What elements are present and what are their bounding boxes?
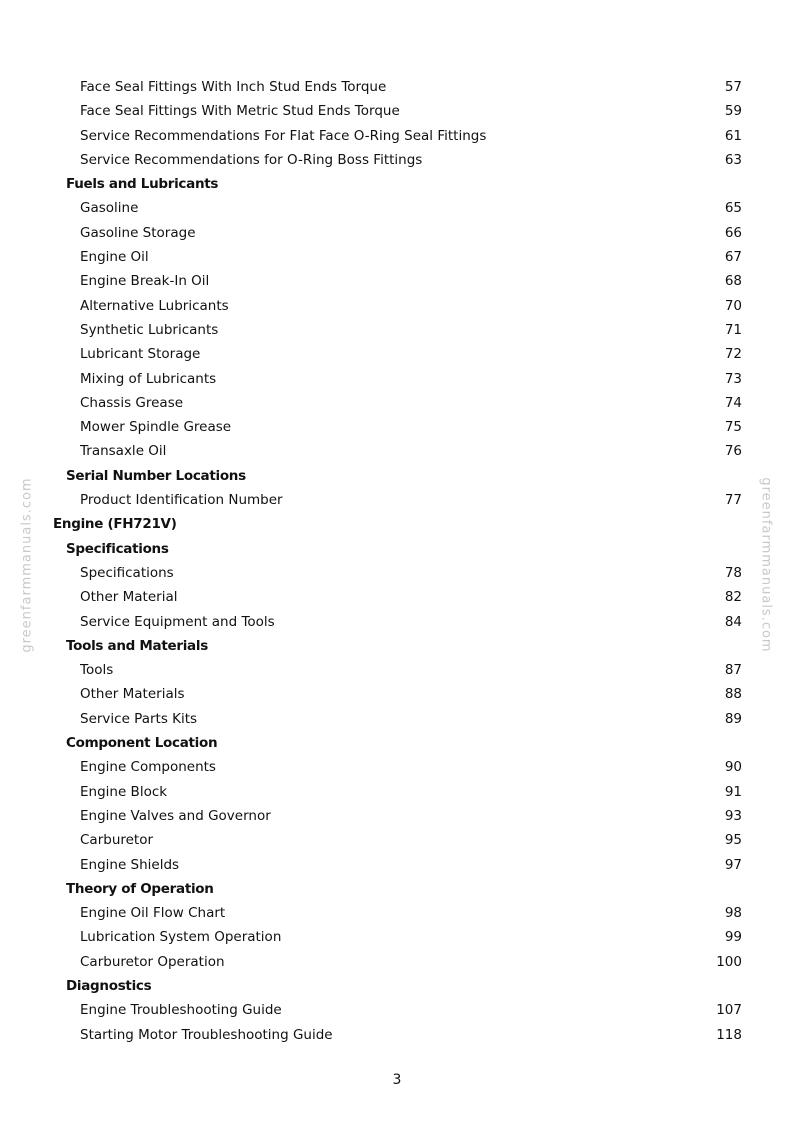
- toc-entry-page-number: 72: [724, 346, 742, 363]
- toc-entry-page-number: 75: [724, 419, 742, 436]
- toc-entry-title: Engine Valves and Governor: [80, 807, 271, 824]
- toc-entry-page-number: 97: [724, 856, 742, 873]
- toc-entry[interactable]: [53, 124, 742, 148]
- toc-entry-page-number: 78: [724, 564, 742, 581]
- toc-entry-page-number: 61: [724, 127, 742, 144]
- toc-entry-title: Specifications: [66, 540, 169, 557]
- toc-entry-title: Mixing of Lubricants: [80, 370, 217, 387]
- toc-entry[interactable]: [53, 1023, 742, 1047]
- toc-entry[interactable]: [53, 75, 742, 99]
- toc-entry-title: Engine Oil: [80, 249, 149, 266]
- toc-entry[interactable]: [53, 294, 742, 318]
- toc-entry[interactable]: [53, 488, 742, 512]
- toc-entry-page-number: 74: [724, 394, 742, 411]
- toc-entry-page-number: 66: [724, 224, 742, 241]
- toc-entry[interactable]: [53, 221, 742, 245]
- toc-entry[interactable]: [53, 367, 742, 391]
- toc-entry-page-number: 93: [724, 807, 742, 824]
- toc-entry[interactable]: [53, 755, 742, 779]
- toc-entry[interactable]: [53, 391, 742, 415]
- toc-entry-title: Carburetor: [80, 832, 154, 849]
- toc-entry[interactable]: [53, 901, 742, 925]
- toc-entry-title: Service Parts Kits: [80, 710, 198, 727]
- toc-entry-title: Tools: [80, 662, 114, 679]
- toc-chapter-heading[interactable]: [53, 512, 742, 536]
- toc-entry[interactable]: [53, 585, 742, 609]
- toc-entry-title: Diagnostics: [66, 977, 152, 994]
- toc-entry-title: Engine Oil Flow Chart: [80, 905, 226, 922]
- toc-entry-page-number: 88: [724, 686, 742, 703]
- toc-entry[interactable]: [53, 925, 742, 949]
- toc-entry-title: Fuels and Lubricants: [66, 176, 219, 193]
- toc-section-heading[interactable]: [53, 537, 742, 561]
- toc-entry-page-number: 107: [716, 1002, 742, 1019]
- toc-entry-page-number: 87: [724, 662, 742, 679]
- toc-entry-title: Other Materials: [80, 686, 185, 703]
- toc-entry-title: Engine (FH721V): [53, 516, 177, 533]
- toc-entry-page-number: 90: [724, 759, 742, 776]
- toc-entry-title: Product Identification Number: [80, 492, 283, 509]
- toc-entry-title: Face Seal Fittings With Metric Stud Ends Torque: [80, 103, 400, 120]
- toc-entry[interactable]: [53, 853, 742, 877]
- toc-entry-page-number: 63: [724, 151, 742, 168]
- toc-entry-page-number: 77: [724, 492, 742, 509]
- toc-entry[interactable]: [53, 318, 742, 342]
- toc-entry-page-number: 76: [724, 443, 742, 460]
- toc-entry[interactable]: [53, 950, 742, 974]
- toc-entry-title: Engine Components: [80, 759, 216, 776]
- toc-entry-title: Service Equipment and Tools: [80, 613, 275, 630]
- toc-entry[interactable]: [53, 561, 742, 585]
- toc-entry-title: Gasoline Storage: [80, 224, 196, 241]
- toc-entry-title: Engine Troubleshooting Guide: [80, 1002, 282, 1019]
- toc-entry-page-number: 82: [724, 589, 742, 606]
- toc-entry[interactable]: [53, 99, 742, 123]
- toc-entry-title: Mower Spindle Grease: [80, 419, 232, 436]
- toc-section-heading[interactable]: [53, 877, 742, 901]
- toc-entry[interactable]: [53, 196, 742, 220]
- toc-entry-title: Face Seal Fittings With Inch Stud Ends Torque: [80, 79, 387, 95]
- toc-entry[interactable]: [53, 148, 742, 172]
- toc-entry-title: Service Recommendations for O-Ring Boss Fittings: [80, 151, 423, 168]
- toc-entry-title: Engine Shields: [80, 856, 180, 873]
- toc-entry-title: Lubricant Storage: [80, 346, 201, 363]
- toc-section-heading[interactable]: [53, 731, 742, 755]
- toc-entry[interactable]: [53, 658, 742, 682]
- toc-entry-title: Synthetic Lubricants: [80, 321, 219, 338]
- toc-entry[interactable]: [53, 245, 742, 269]
- toc-entry[interactable]: [53, 439, 742, 463]
- toc-section-heading[interactable]: [53, 634, 742, 658]
- toc-entry-page-number: 89: [724, 710, 742, 727]
- toc-entry-title: Chassis Grease: [80, 394, 184, 411]
- toc-entry-page-number: 57: [724, 79, 742, 95]
- toc-entry-page-number: 99: [724, 929, 742, 946]
- toc-entry[interactable]: [53, 682, 742, 706]
- toc-entry[interactable]: [53, 269, 742, 293]
- toc-entry-page-number: 95: [724, 832, 742, 849]
- toc-entry[interactable]: [53, 707, 742, 731]
- toc-entry-page-number: 73: [724, 370, 742, 387]
- watermark-right: greenfarmmanuals.com: [758, 477, 774, 653]
- toc-entry-page-number: 65: [724, 200, 742, 217]
- toc-entry-title: Transaxle Oil: [80, 443, 167, 460]
- toc-entry-title: Lubrication System Operation: [80, 929, 282, 946]
- toc-entry-title: Component Location: [66, 735, 218, 752]
- toc-entry-title: Engine Break-In Oil: [80, 273, 210, 290]
- toc-section-heading[interactable]: [53, 974, 742, 998]
- toc-entry-title: Starting Motor Troubleshooting Guide: [80, 1026, 333, 1043]
- toc-entry-title: Engine Block: [80, 783, 168, 800]
- toc-entry-title: Gasoline: [80, 200, 139, 217]
- toc-entry-page-number: 100: [716, 953, 742, 970]
- watermark-left: greenfarmmanuals.com: [19, 477, 35, 653]
- toc-entry[interactable]: [53, 415, 742, 439]
- toc-entry-page-number: 68: [724, 273, 742, 290]
- toc-entry[interactable]: [53, 998, 742, 1022]
- toc-entry-page-number: 84: [724, 613, 742, 630]
- toc-entry-page-number: 118: [716, 1026, 742, 1043]
- toc-entry-title: Specifications: [80, 564, 174, 581]
- toc-entry-title: Carburetor Operation: [80, 953, 225, 970]
- toc-entry[interactable]: [53, 780, 742, 804]
- toc-entry-title: Other Material: [80, 589, 178, 606]
- toc-entry[interactable]: [53, 610, 742, 634]
- toc-entry-page-number: 70: [724, 297, 742, 314]
- toc-entry-page-number: 98: [724, 905, 742, 922]
- table-of-contents: [53, 75, 742, 1047]
- toc-entry-title: Service Recommendations For Flat Face O-Ring Seal Fittings: [80, 127, 487, 144]
- toc-entry-title: Theory of Operation: [66, 880, 214, 897]
- toc-entry-page-number: 71: [724, 321, 742, 338]
- toc-entry[interactable]: [53, 828, 742, 852]
- toc-entry[interactable]: [53, 804, 742, 828]
- toc-section-heading[interactable]: [53, 464, 742, 488]
- toc-entry-page-number: 67: [724, 249, 742, 266]
- toc-section-heading[interactable]: [53, 172, 742, 196]
- toc-entry[interactable]: [53, 342, 742, 366]
- toc-entry-title: Tools and Materials: [66, 637, 208, 654]
- toc-entry-title: Alternative Lubricants: [80, 297, 229, 314]
- toc-entry-page-number: 59: [724, 103, 742, 120]
- page-number: 3: [392, 1072, 402, 1088]
- toc-entry-title: Serial Number Locations: [66, 467, 246, 484]
- toc-entry-page-number: 91: [724, 783, 742, 800]
